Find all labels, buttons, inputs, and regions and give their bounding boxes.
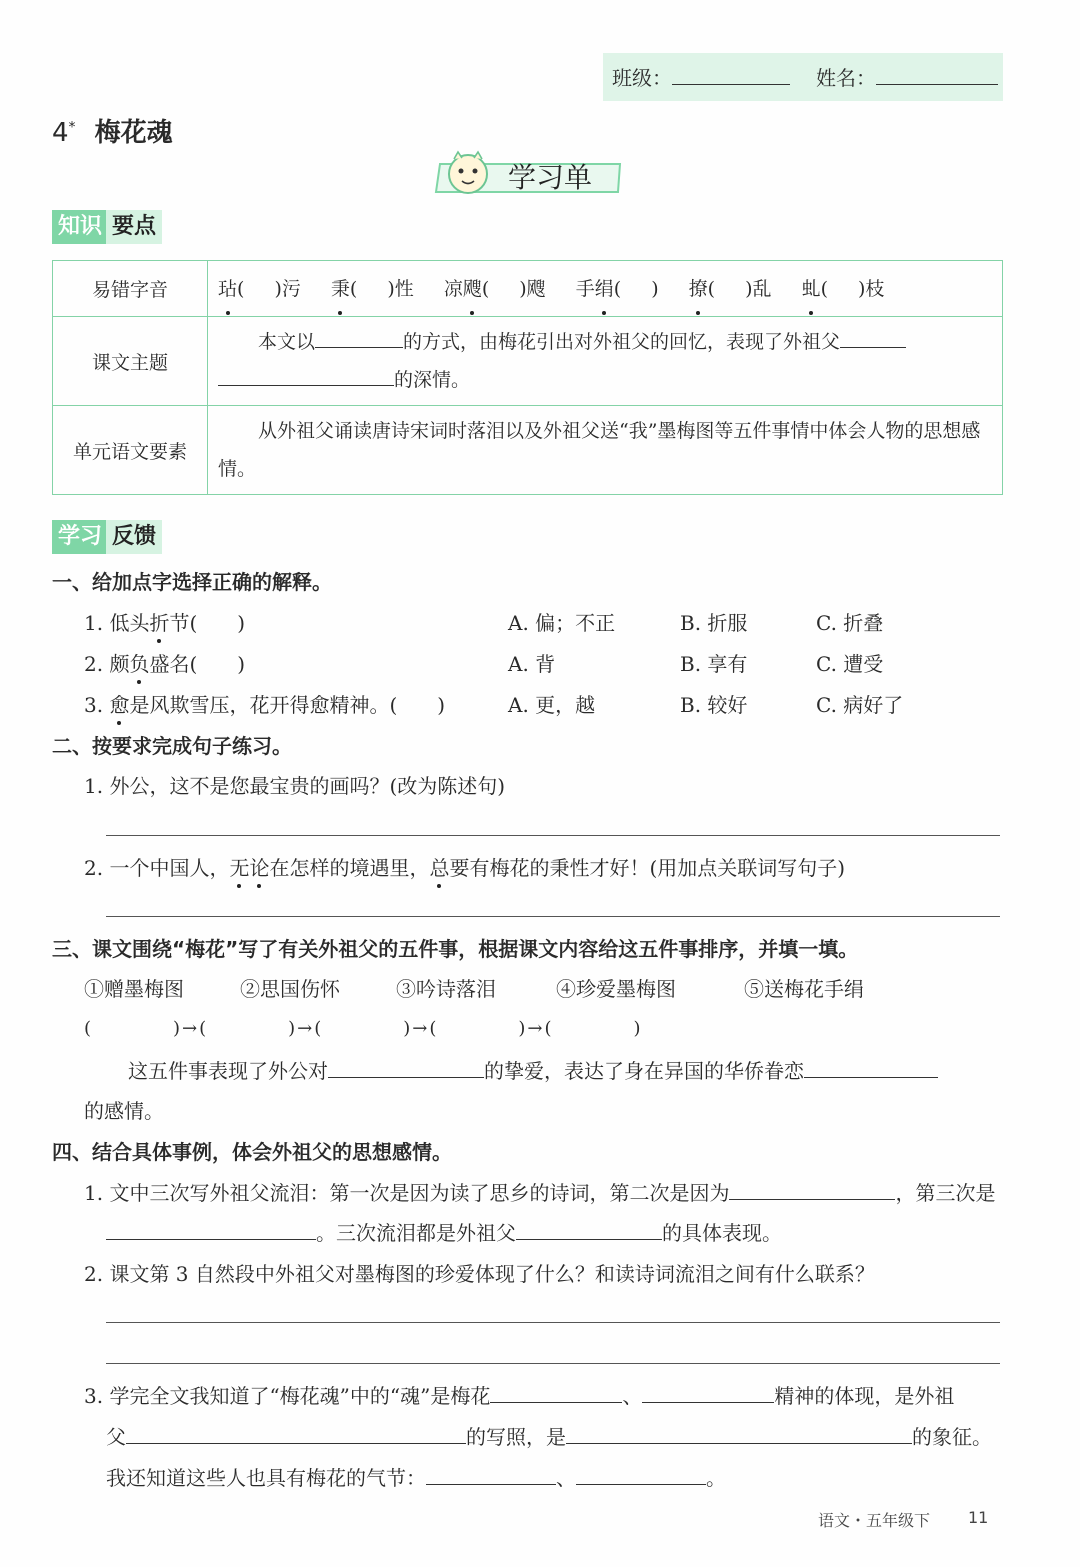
q1-title: 一、给加点字选择正确的解释。 [52, 570, 332, 594]
theme-blank-2[interactable] [840, 328, 906, 348]
q1-item-3[interactable]: 3. 愈是风欺雪压，花开得愈精神。( ) [84, 689, 445, 718]
q4-blank-2[interactable] [106, 1219, 316, 1240]
q1-item-1-option-c[interactable]: C. 折叠 [816, 611, 884, 635]
q4-item-3-line-2: 父 的写照，是 的象征。 [106, 1425, 992, 1449]
lesson-star: * [68, 119, 76, 136]
row-head-theme: 课文主题 [53, 317, 208, 406]
tiger-mascot-icon [449, 155, 487, 193]
pron-item[interactable]: 手绢( ) [576, 278, 659, 300]
study-sheet-banner [434, 150, 624, 198]
page-number: 11 [968, 1508, 989, 1527]
name-field[interactable] [816, 62, 998, 91]
q3-fill-end: 的感情。 [84, 1099, 164, 1123]
q4-item-3-line-1: 3. 学完全文我知道了“梅花魂”中的“魂”是梅花 、 精神的体现，是外祖 [84, 1384, 955, 1408]
row-head-unit-element: 单元语文要素 [53, 406, 208, 495]
section-knowledge-tag-a: 知识 [52, 210, 106, 244]
row-head-pronunciation: 易错字音 [53, 261, 208, 317]
lesson-number: 4 [52, 118, 69, 148]
footer-subject: 语文・五年级下 [818, 1511, 931, 1530]
q4-blank-8[interactable] [426, 1464, 556, 1485]
section-feedback-tag-a: 学习 [52, 520, 106, 554]
section-feedback-tag-b: 反馈 [106, 520, 162, 554]
table-row [53, 317, 1003, 406]
unit-element-content: 从外祖父诵读唐诗宋词时落泪以及外祖父送“我”墨梅图等五件事情中体会人物的思想感情。 [208, 406, 1003, 495]
q4-blank-1[interactable] [729, 1179, 895, 1200]
q4-blank-5[interactable] [642, 1382, 774, 1403]
pron-item[interactable]: 玷( )污 [218, 278, 301, 300]
pron-item[interactable]: 撩( )乱 [689, 278, 772, 300]
section-feedback [52, 520, 162, 554]
q1-item-2[interactable]: 2. 颇负盛名( ) [84, 648, 245, 677]
q1-item-2-option-b[interactable]: B. 享有 [680, 652, 748, 676]
q2-answer-line-2[interactable] [106, 916, 1000, 917]
pron-item[interactable]: 秉( )性 [331, 278, 414, 300]
q3-fill-line: 这五件事表现了外公对 的挚爱，表达了身在异国的华侨眷恋 [128, 1055, 938, 1084]
q4-item-1-line-2: 。三次流泪都是外祖父 的具体表现。 [106, 1217, 782, 1246]
theme-blank-3[interactable] [218, 366, 394, 386]
q1-item-1[interactable]: 1. 低头折节( ) [84, 607, 245, 636]
name-label: 姓名： [816, 66, 876, 90]
pron-item[interactable]: 凉飕( )飕 [444, 278, 546, 300]
q3-event-3: ③吟诗落泪 [396, 977, 496, 1001]
q4-item-2: 2. 课文第 3 自然段中外祖父对墨梅图的珍爱体现了什么？和读诗词流泪之间有什么联系？ [84, 1262, 875, 1286]
q4-blank-3[interactable] [516, 1219, 662, 1240]
q2-sentence-2: 2. 一个中国人，无论在怎样的境遇里，总要有梅花的秉性才好！(用加点关联词写句子) [84, 852, 845, 881]
q1-item-2-option-c[interactable]: C. 遭受 [816, 652, 884, 676]
q3-title: 三、课文围绕“梅花”写了有关外祖父的五件事，根据课文内容给这五件事排序，并填一填。 [52, 937, 859, 961]
q1-item-3-option-b[interactable]: B. 较好 [680, 693, 748, 717]
q3-order-sequence[interactable]: ( )→( )→( )→( )→( ) [84, 1018, 643, 1039]
theme-blank-1[interactable] [315, 328, 403, 348]
lesson-name: 梅花魂 [94, 118, 173, 148]
q1-item-1-option-b[interactable]: B. 折服 [680, 611, 748, 635]
lesson-title [52, 112, 173, 149]
theme-content: 本文以 的方式，由梅花引出对外祖父的回忆，表现了外祖父 的深情。 [208, 317, 1003, 406]
q4-title: 四、结合具体事例，体会外祖父的思想感情。 [52, 1140, 452, 1164]
q4-blank-9[interactable] [576, 1464, 706, 1485]
pron-item[interactable]: 虬( )枝 [802, 278, 885, 300]
q3-event-4: ④珍爱墨梅图 [556, 977, 676, 1001]
q1-item-3-option-c[interactable]: C. 病好了 [816, 693, 904, 717]
knowledge-table [52, 260, 1003, 495]
q1-item-1-option-a[interactable]: A. 偏；不正 [508, 611, 616, 635]
section-knowledge [52, 210, 162, 244]
section-knowledge-tag-b: 要点 [106, 210, 162, 244]
q4-item-1-line-1: 1. 文中三次写外祖父流泪：第一次是因为读了思乡的诗词，第二次是因为 ，第三次是 [84, 1181, 996, 1205]
q3-event-1: ①赠墨梅图 [84, 977, 184, 1001]
q3-blank-2[interactable] [804, 1057, 938, 1078]
table-row [53, 261, 1003, 317]
q1-item-2-option-a[interactable]: A. 背 [508, 652, 556, 676]
table-row [53, 406, 1003, 495]
banner-title: 学习单 [508, 161, 593, 194]
q3-blank-1[interactable] [328, 1057, 484, 1078]
class-field[interactable] [612, 62, 790, 91]
q4-blank-7[interactable] [566, 1423, 912, 1444]
pronunciation-items [208, 261, 1003, 317]
q4-answer-line-2[interactable] [106, 1363, 1000, 1364]
class-label: 班级： [612, 66, 672, 90]
q2-sentence-1: 1. 外公，这不是您最宝贵的画吗？(改为陈述句) [84, 774, 506, 798]
q2-title: 二、按要求完成句子练习。 [52, 734, 292, 758]
q3-event-5: ⑤送梅花手绢 [744, 977, 864, 1001]
q4-answer-line-1[interactable] [106, 1322, 1000, 1323]
q2-answer-line-1[interactable] [106, 835, 1000, 836]
q4-blank-6[interactable] [126, 1423, 466, 1444]
q1-item-3-option-a[interactable]: A. 更，越 [508, 693, 596, 717]
q3-event-2: ②思国伤怀 [240, 977, 340, 1001]
q4-blank-4[interactable] [490, 1382, 622, 1403]
q4-item-3-line-3: 我还知道这些人也具有梅花的气节： 、 。 [106, 1466, 726, 1490]
